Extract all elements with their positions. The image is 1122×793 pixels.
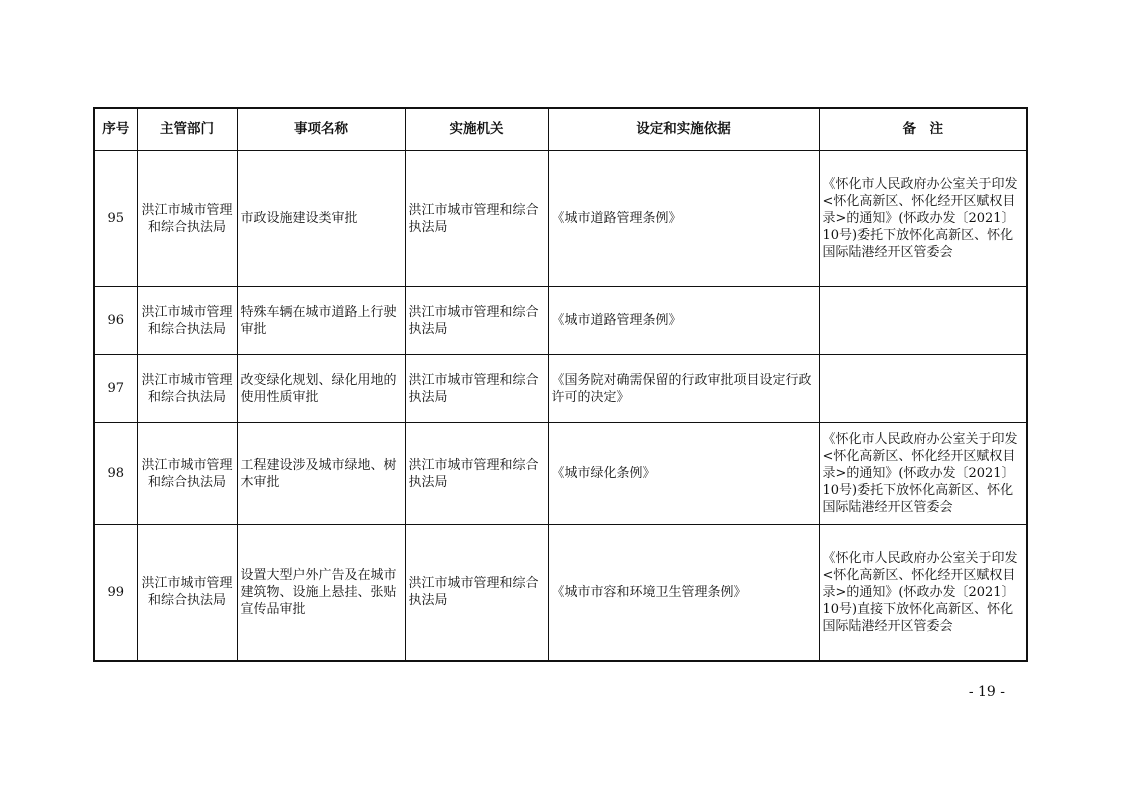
- cell-department: 洪江市城市管理和综合执法局: [137, 287, 237, 355]
- cell-legal-basis: 《城市道路管理条例》: [548, 151, 819, 287]
- header-item-name: 事项名称: [237, 108, 405, 151]
- cell-department: 洪江市城市管理和综合执法局: [137, 423, 237, 525]
- cell-serial-number: 95: [94, 151, 137, 287]
- cell-serial-number: 97: [94, 355, 137, 423]
- cell-item-name: 设置大型户外广告及在城市建筑物、设施上悬挂、张贴宣传品审批: [237, 525, 405, 661]
- cell-item-name: 市政设施建设类审批: [237, 151, 405, 287]
- header-remarks: 备 注: [819, 108, 1027, 151]
- cell-legal-basis: 《城市绿化条例》: [548, 423, 819, 525]
- cell-implementing-agency: 洪江市城市管理和综合执法局: [405, 287, 548, 355]
- cell-implementing-agency: 洪江市城市管理和综合执法局: [405, 355, 548, 423]
- header-legal-basis: 设定和实施依据: [548, 108, 819, 151]
- approval-items-table: [93, 107, 1028, 662]
- cell-legal-basis: 《城市市容和环境卫生管理条例》: [548, 525, 819, 661]
- cell-serial-number: 99: [94, 525, 137, 661]
- cell-item-name: 改变绿化规划、绿化用地的使用性质审批: [237, 355, 405, 423]
- header-serial-number: 序号: [94, 108, 137, 151]
- cell-remarks: [819, 287, 1027, 355]
- table-row: [94, 355, 1027, 423]
- cell-serial-number: 98: [94, 423, 137, 525]
- table-row: [94, 151, 1027, 287]
- cell-remarks: 《怀化市人民政府办公室关于印发<怀化高新区、怀化经开区赋权目录>的通知》(怀政办发〔2021〕10号)委托下放怀化高新区、怀化国际陆港经开区管委会: [819, 151, 1027, 287]
- header-implementing-agency: 实施机关: [405, 108, 548, 151]
- cell-implementing-agency: 洪江市城市管理和综合执法局: [405, 151, 548, 287]
- page-number: - 19 -: [968, 684, 1005, 700]
- cell-remarks: 《怀化市人民政府办公室关于印发<怀化高新区、怀化经开区赋权目录>的通知》(怀政办发〔2021〕10号)委托下放怀化高新区、怀化国际陆港经开区管委会: [819, 423, 1027, 525]
- cell-implementing-agency: 洪江市城市管理和综合执法局: [405, 525, 548, 661]
- cell-item-name: 工程建设涉及城市绿地、树木审批: [237, 423, 405, 525]
- cell-remarks: [819, 355, 1027, 423]
- cell-remarks: 《怀化市人民政府办公室关于印发<怀化高新区、怀化经开区赋权目录>的通知》(怀政办发〔2021〕10号)直接下放怀化高新区、怀化国际陆港经开区管委会: [819, 525, 1027, 661]
- cell-legal-basis: 《国务院对确需保留的行政审批项目设定行政许可的决定》: [548, 355, 819, 423]
- cell-department: 洪江市城市管理和综合执法局: [137, 525, 237, 661]
- header-department: 主管部门: [137, 108, 237, 151]
- cell-department: 洪江市城市管理和综合执法局: [137, 355, 237, 423]
- table-row: [94, 423, 1027, 525]
- table-header-row: [94, 108, 1027, 151]
- table-row: [94, 525, 1027, 661]
- cell-implementing-agency: 洪江市城市管理和综合执法局: [405, 423, 548, 525]
- cell-item-name: 特殊车辆在城市道路上行驶审批: [237, 287, 405, 355]
- cell-legal-basis: 《城市道路管理条例》: [548, 287, 819, 355]
- cell-department: 洪江市城市管理和综合执法局: [137, 151, 237, 287]
- cell-serial-number: 96: [94, 287, 137, 355]
- table-row: [94, 287, 1027, 355]
